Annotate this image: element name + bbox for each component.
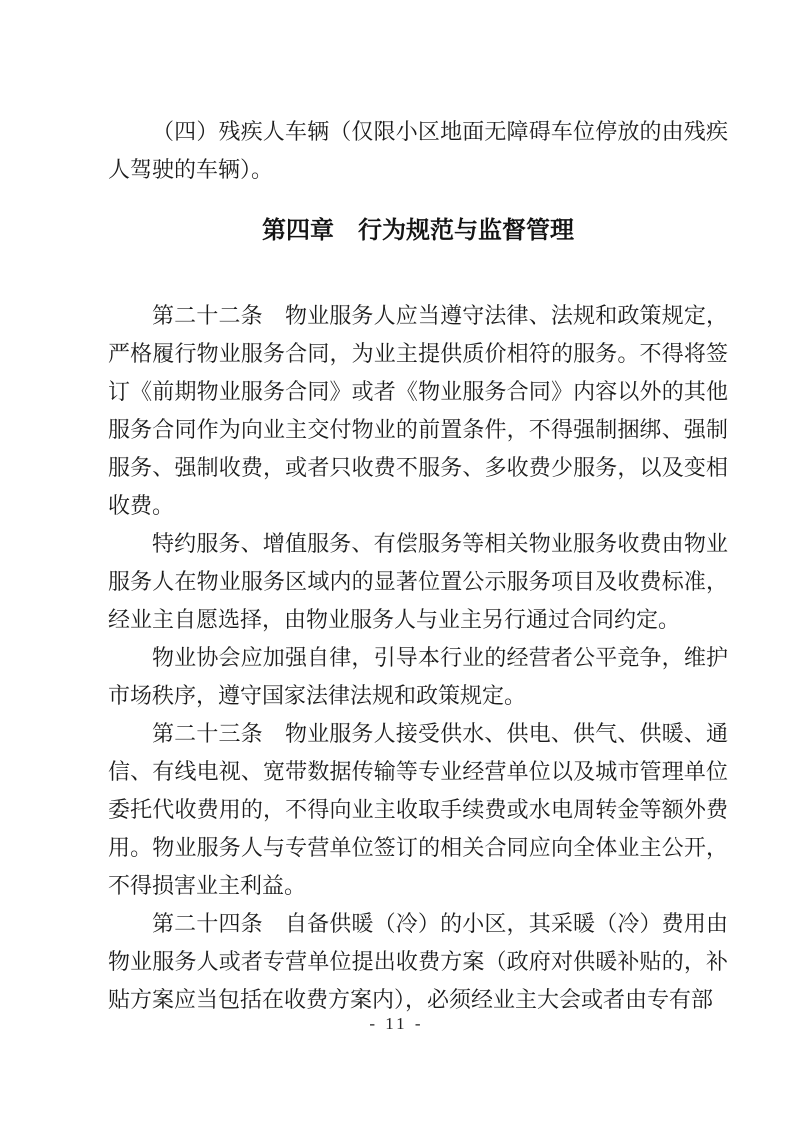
paragraph-property-association: 物业协会应加强自律，引导本行业的经营者公平竞争，维护市场秩序，遵守国家法律法规和政策规定。 — [108, 645, 728, 708]
paragraph-article-23: 第二十三条 物业服务人接受供水、供电、供气、供暖、通信、有线电视、宽带数据传输等专业经营单位以及城市管理单位委托代收费用的，不得向业主收取手续费或水电周转金等额外费用。物业服务人与专营单位签订的相关合同应向全体业主公开，不得损害业主利益。 — [108, 721, 728, 898]
page-number: - 11 - — [369, 1014, 424, 1033]
paragraph-article-22: 第二十二条 物业服务人应当遵守法律、法规和政策规定，严格履行物业服务合同，为业主提供质价相符的服务。不得将签订《前期物业服务合同》或者《物业服务合同》内容以外的其他服务合同作为向业主交付物业的前置条件，不得强制捆绑、强制服务、强制收费，或者只收费不服务、多收费少服务，以及变相收费。 — [108, 303, 728, 518]
paragraph-article-24: 第二十四条 自备供暖（冷）的小区，其采暖（冷）费用由物业服务人或者专营单位提出收费方案（政府对供暖补贴的，补贴方案应当包括在收费方案内），必须经业主大会或者由专有部 — [108, 911, 728, 1012]
page-content — [108, 113, 728, 1019]
intro-continuation-paragraph: （四）残疾人车辆（仅限小区地面无障碍车位停放的由残疾人驾驶的车辆）。 — [108, 119, 728, 182]
paragraph-special-services: 特约服务、增值服务、有偿服务等相关物业服务收费由物业服务人在物业服务区域内的显著位置公示服务项目及收费标准，经业主自愿选择，由物业服务人与业主另行通过合同约定。 — [108, 531, 728, 632]
chapter-heading: 第四章 行为规范与监督管理 — [262, 217, 574, 244]
